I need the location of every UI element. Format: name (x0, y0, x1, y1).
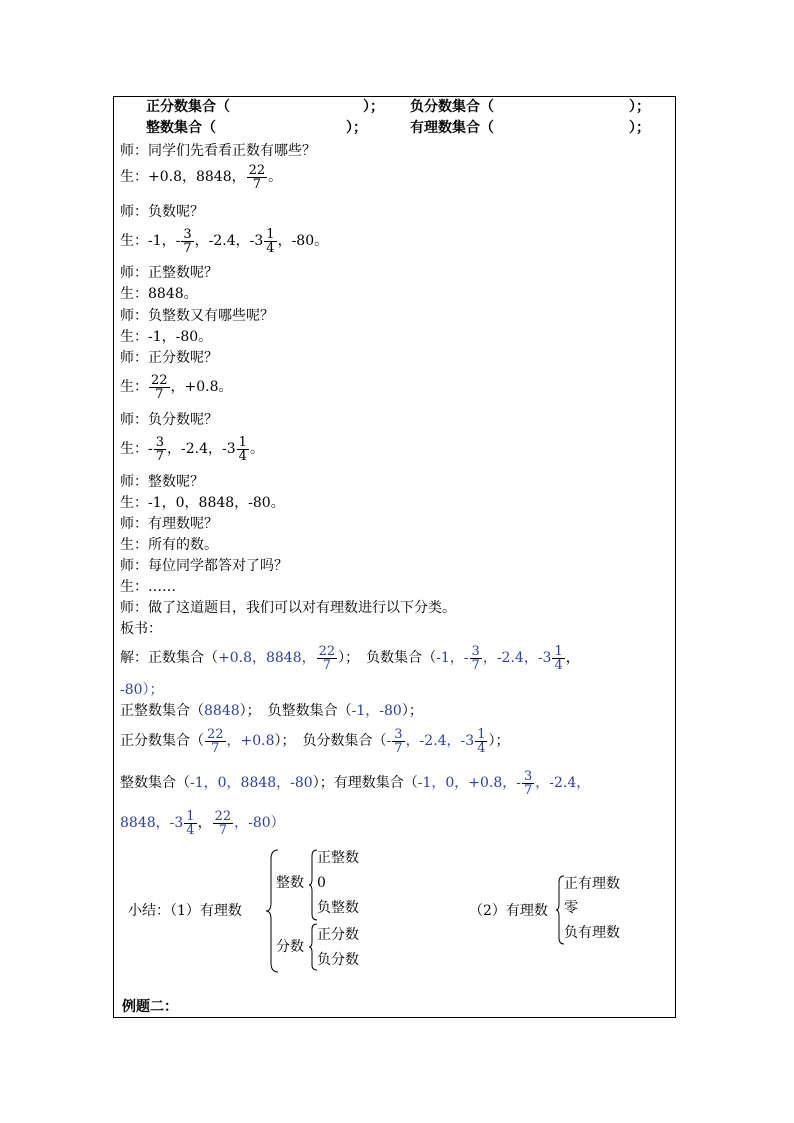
solution-line: 正分数集合（ $\frac{22}{7}$ ，+0.8）； 负分数集合（- $\frac{3}{7}$ ，-2.4，-3 $\frac{1}{4}$ ）； (120, 726, 510, 756)
positive-fraction-set-end: ）； (363, 99, 384, 115)
lesson-table-cell (113, 96, 676, 1018)
negative-rational: 负有理数 (564, 925, 620, 941)
integer-label: 整数 (276, 875, 304, 891)
dialogue-line: 师：正分数呢？ (120, 350, 218, 366)
positive-rational: 正有理数 (564, 876, 620, 892)
example-two-heading: 例题二： (122, 999, 178, 1015)
solution-line: 整数集合（-1，0，8848，-80）；有理数集合（-1，0，+0.8，- $\frac{3}{7}$ ，-2.4， (120, 768, 591, 798)
rational-set-end: ）； (629, 120, 650, 136)
positive-integer: 正整数 (317, 850, 359, 866)
dialogue-line: 生：-1，0，8848，-80。 (120, 495, 285, 511)
positive-fraction: 正分数 (317, 927, 359, 943)
zero-2: 零 (564, 900, 578, 916)
solution-line: 解：正数集合（+0.8，8848， $\frac{22}{7}$ ）； 负数集合（-1，- $\frac{3}{7}$ ，-2.4，-3 $\frac{1}{4}$ ， (120, 643, 580, 673)
dialogue-line: 生： $\frac{22}{7}$ ，+0.8。 (120, 372, 233, 402)
dialogue-line: 生：所有的数。 (120, 537, 218, 553)
dialogue-line: 师：负分数呢？ (120, 412, 218, 428)
board-label: 板书： (120, 621, 162, 637)
dialogue-line: 师：做了这道题目，我们可以对有理数进行以下分类。 (120, 600, 456, 616)
integer-set-end: ）； (346, 120, 367, 136)
dialogue-line: 生：+0.8，8848， $\frac{22}{7}$ 。 (120, 162, 283, 192)
solution-line: 8848，-3 $\frac{1}{4}$ ， $\frac{22}{7}$ ，-80） (120, 808, 285, 838)
rational-set-label: 有理数集合（ (410, 120, 494, 136)
dialogue-line: 生：…… (120, 579, 176, 595)
fraction-label: 分数 (276, 939, 304, 955)
dialogue-line: 生：8848。 (120, 286, 198, 302)
positive-fraction-set-label: 正分数集合（ (146, 99, 230, 115)
solution-line: 正整数集合（8848）； 负整数集合（-1，-80）； (120, 703, 423, 719)
dialogue-line: 师：每位同学都答对了吗？ (120, 558, 288, 574)
integer-set-label: 整数集合（ (146, 120, 216, 136)
summary-label-2: （2）有理数 (469, 903, 548, 919)
dialogue-line: 生：-1，-80。 (120, 329, 213, 345)
dialogue-line: 师：负数呢？ (120, 204, 204, 220)
negative-fraction: 负分数 (317, 952, 359, 968)
summary-label: 小结：（1）有理数 (128, 903, 242, 919)
negative-fraction-set-label: 负分数集合（ (410, 99, 494, 115)
negative-integer: 负整数 (317, 900, 359, 916)
dialogue-line: 师：正整数呢？ (120, 265, 218, 281)
dialogue-line: 师：同学们先看看正数有哪些？ (120, 143, 316, 159)
dialogue-line: 生：- $\frac{3}{7}$ ，-2.4，-3 $\frac{1}{4}$ 。 (120, 434, 264, 464)
dialogue-line: 师：负整数又有哪些呢？ (120, 308, 274, 324)
zero: 0 (317, 875, 326, 891)
fraction: $\frac{22}{7}$ (248, 162, 266, 192)
dialogue-line: 师：有理数呢？ (120, 516, 218, 532)
dialogue-line: 师：整数呢？ (120, 474, 204, 490)
negative-fraction-set-end: ）； (629, 99, 650, 115)
dialogue-line: 生：-1，- $\frac{3}{7}$ ，-2.4，-3 $\frac{1}{4}$ ，-80。 (120, 226, 329, 256)
solution-line: -80）； (120, 682, 164, 698)
